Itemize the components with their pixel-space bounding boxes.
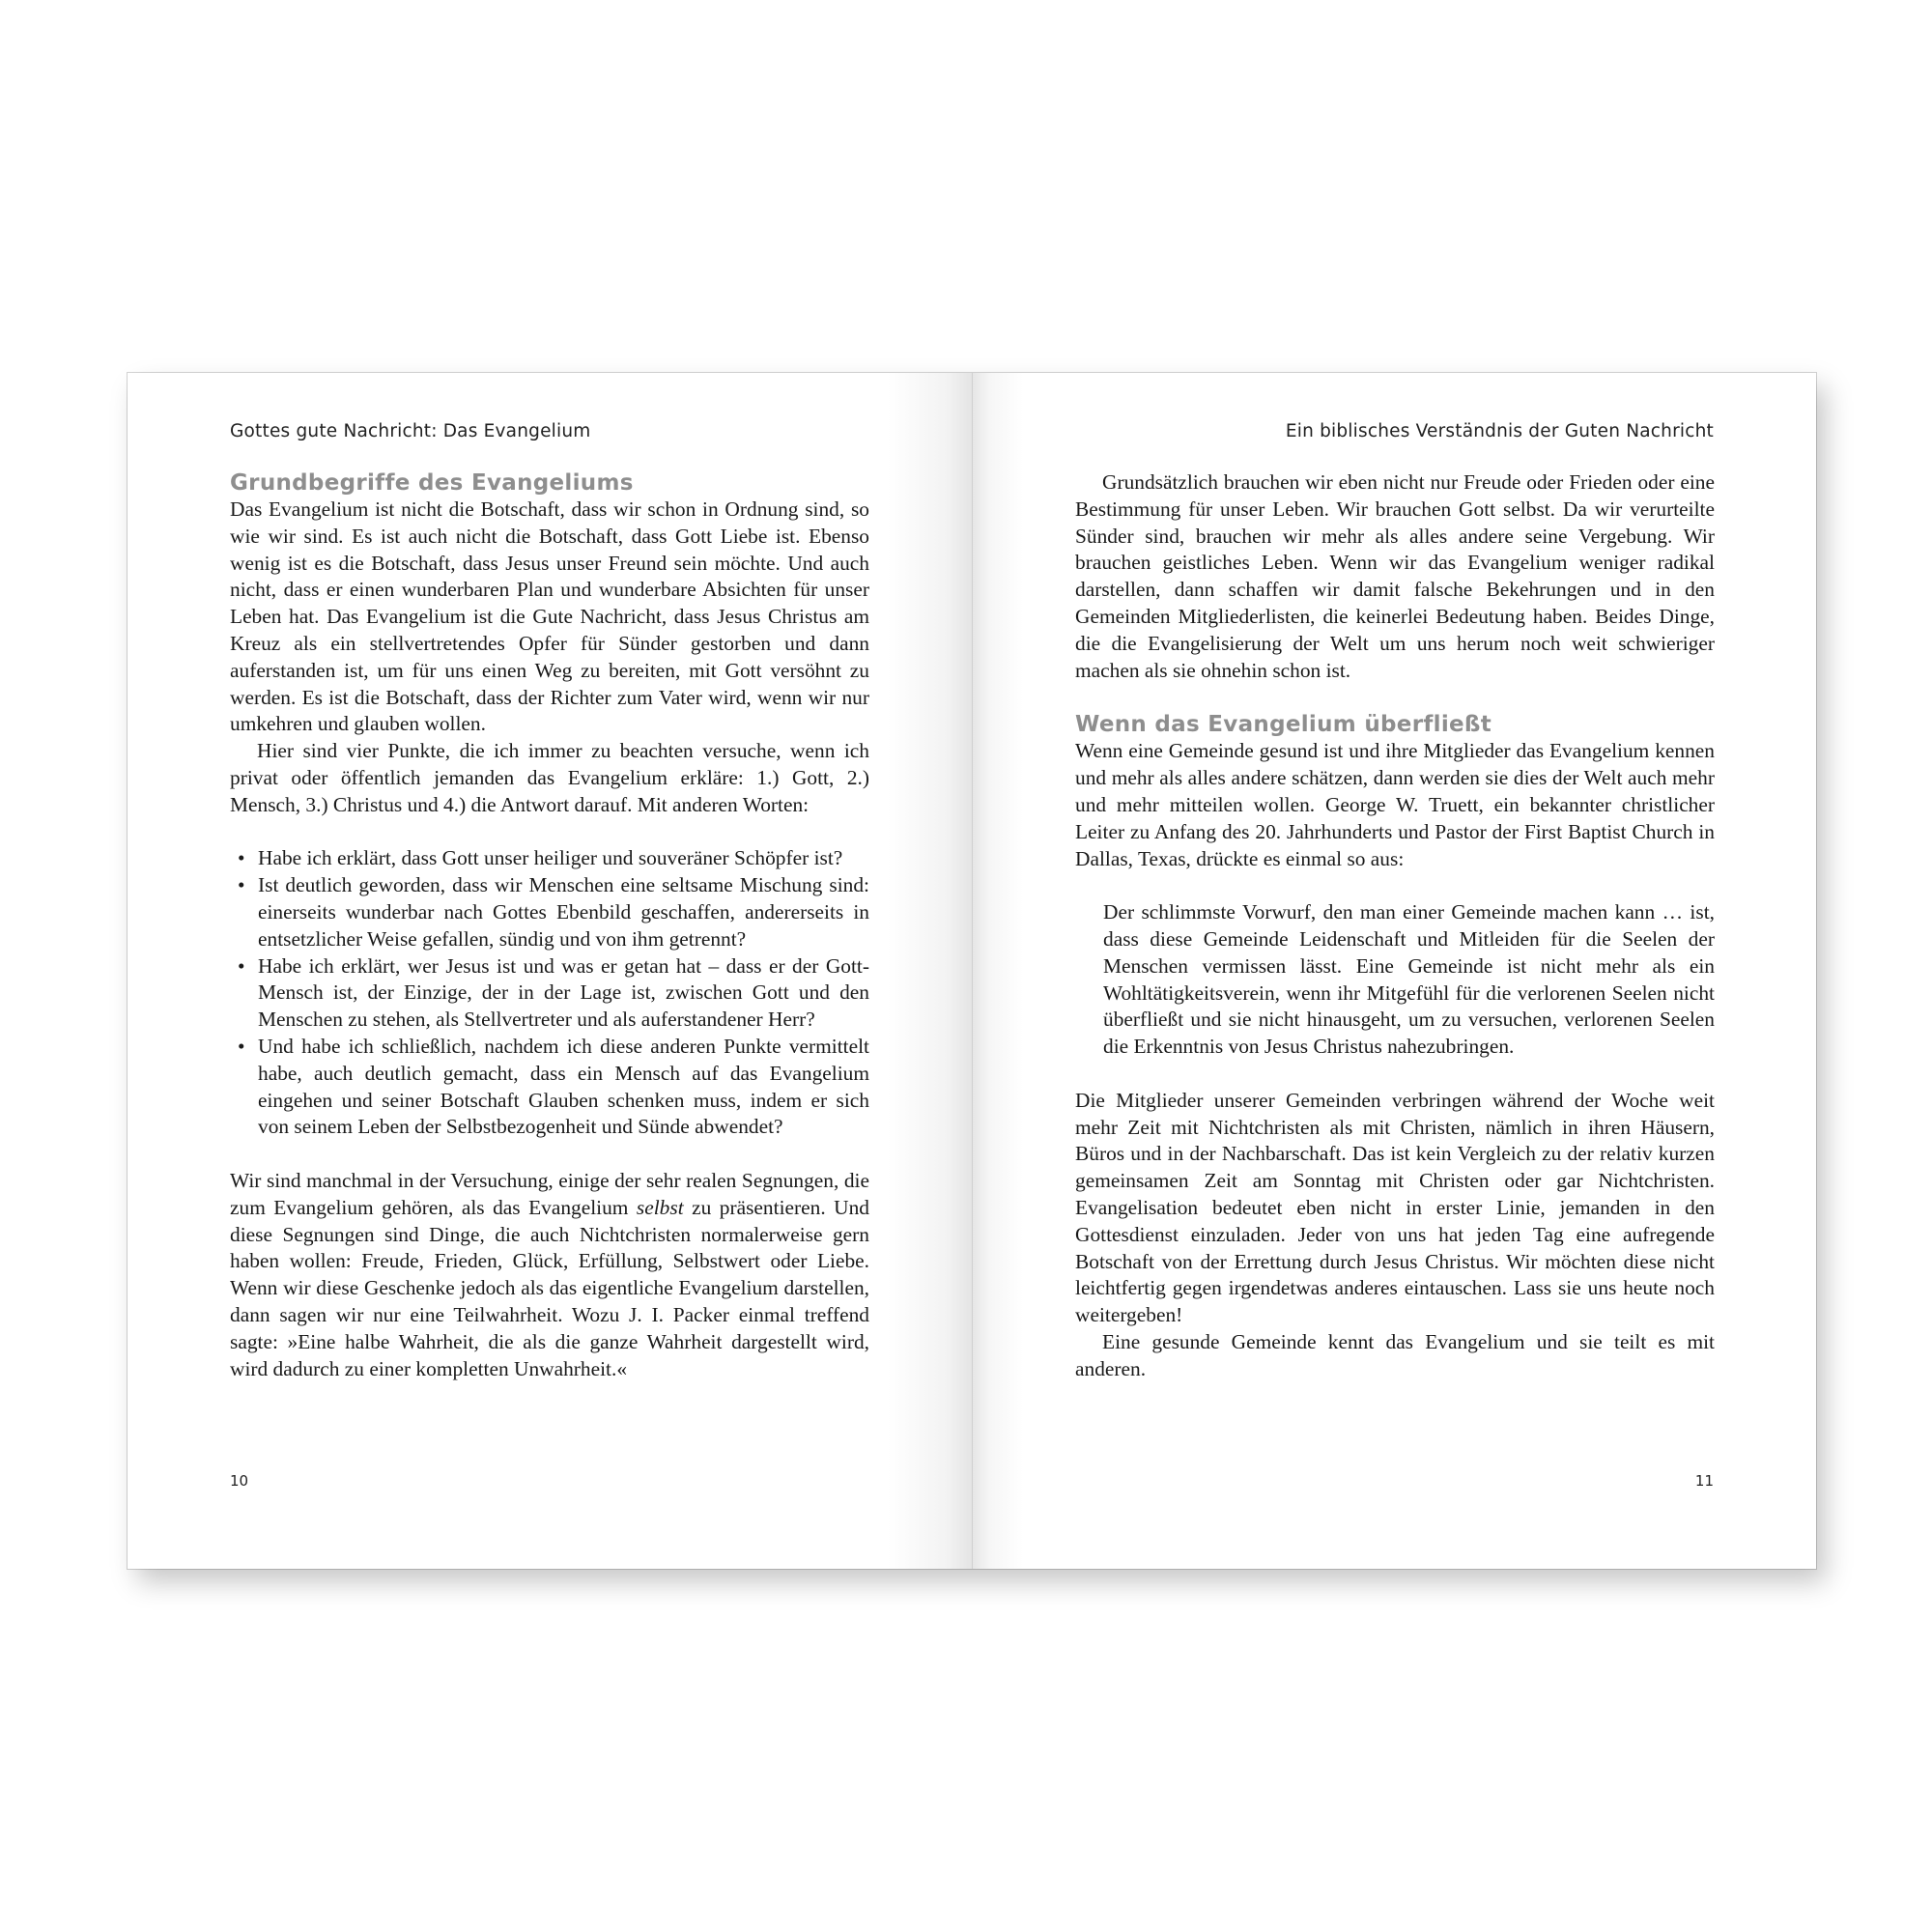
spacer xyxy=(230,819,869,846)
page-number-left: 10 xyxy=(230,1472,249,1490)
right-paragraph-3: Die Mitglieder unserer Gemeinden verbringen während der Woche weit mehr Zeit mit Nichtchristen als mit Christen, nämlich in ihren Häusern, Büros und in der Nachbarschaft. Das ist kein Vergleich zu der relativ kurzen gemeinsamen Zeit am Sonntag mit Christen oder gar Nichtchristen. Evangelisation bedeutet eben nicht in erster Linie, jemanden in den Gottesdienst einzuladen. Jeder von uns hat jeden Tag eine aufregende Botschaft von der Errettung durch Jesus Christus. Wir möchten diese nicht leichtfertig gegen irgendetwas anderes eintauschen. Lass sie uns heute noch weitergeben! xyxy=(1075,1088,1715,1327)
right-page xyxy=(972,373,1816,1569)
bullet-item xyxy=(230,1034,869,1141)
book-spread xyxy=(128,373,1816,1569)
paragraph-text: zu präsentieren. Und diese Segnungen sind Dinge, die auch Nichtchristen normalerweise gern haben wollen: Freude, Frieden, Glück, Erfüllung, Selbstwert oder Liebe. Wenn wir diese Geschenke jedoch als das eigentliche Evangelium darstellen, dann sagen wir nur eine Teilwahrheit. Wozu J. I. Packer einmal treffend sagte: »Eine halbe Wahrheit, die als die ganze Wahrheit dargestellt wird, wird dadurch zu einer kompletten Unwahrheit.« xyxy=(230,1195,869,1380)
bullet-icon: • xyxy=(238,1034,245,1058)
left-page-content xyxy=(230,469,869,1382)
bullet-list xyxy=(230,845,869,1141)
bullet-icon: • xyxy=(238,846,245,870)
spacer xyxy=(1075,872,1715,899)
bullet-item xyxy=(230,953,869,1034)
bullet-text: Habe ich erklärt, dass Gott unser heiliger und souveräner Schöpfer ist? xyxy=(258,846,843,870)
left-paragraph-1: Das Evangelium ist nicht die Botschaft, dass wir schon in Ordnung sind, so wie wir sind. Es ist auch nicht die Botschaft, dass Gott Liebe ist. Ebenso wenig ist es die Botschaft, dass Jesus unser Freund sein möchte. Und auch nicht, dass er einen wunderbaren Plan und wunderbare Absichten für unser Leben hat. Das Evangelium ist die Gute Nachricht, dass Jesus Christus am Kreuz als ein stellvertretendes Opfer für Sünder gestorben und dann auferstanden ist, um für uns einen Weg zu bereiten, mit Gott versöhnt zu werden. Es ist die Botschaft, dass der Richter zum Vater wird, wenn wir nur umkehren und glauben wollen. xyxy=(230,497,869,736)
bullet-icon: • xyxy=(238,873,245,897)
bullet-item xyxy=(230,845,869,872)
bullet-text: Und habe ich schließlich, nachdem ich diese anderen Punkte vermittelt habe, auch deutlich gemacht, dass ein Mensch auf das Evangelium eingehen und seiner Botschaft Glauben schenken muss, indem er sich von seinem Leben der Selbstbezogenheit und Sünde abwendet? xyxy=(258,1034,869,1139)
left-page xyxy=(128,373,972,1569)
emphasis-text: selbst xyxy=(636,1195,684,1219)
block-quote: Der schlimmste Vorwurf, den man einer Gemeinde machen kann … ist, dass diese Gemeinde Leidenschaft und Mitleiden für die Seelen der Menschen vermissen lässt. Eine Gemeinde ist nicht mehr als ein Wohltätigkeitsverein, wenn ihr Mitgefühl für die verlorenen Seelen nicht überfließt und sie nicht hinausgeht, um zu versuchen, verlorenen Seelen die Erkenntnis von Jesus Christus nahezubringen. xyxy=(1103,900,1715,1059)
page-number-right: 11 xyxy=(1694,1472,1714,1490)
section-heading-grundbegriffe: Grundbegriffe des Evangeliums xyxy=(230,470,634,496)
left-paragraph-3 xyxy=(230,1168,869,1382)
right-paragraph-4: Eine gesunde Gemeinde kennt das Evangelium und sie teilt es mit anderen. xyxy=(1075,1329,1715,1380)
section-heading-ueberfliesst: Wenn das Evangelium überfließt xyxy=(1075,712,1492,738)
bullet-text: Habe ich erklärt, wer Jesus ist und was er getan hat – dass er der Gott-Mensch ist, der Einzige, der in der Lage ist, zwischen Gott und den Menschen zu stehen, als Stellvertreter und als auferstandener Herr? xyxy=(258,953,869,1032)
bullet-text: Ist deutlich geworden, dass wir Menschen eine seltsame Mischung sind: einerseits wunderbar nach Gottes Ebenbild geschaffen, andererseits in entsetzlicher Weise gefallen, sündig und von ihm getrennt? xyxy=(258,873,869,951)
spacer xyxy=(230,1141,869,1168)
left-running-head: Gottes gute Nachricht: Das Evangelium xyxy=(230,421,591,441)
paragraph-text: Wir sind manchmal in der Versuchung, einige der sehr realen Segnungen, die zum Evangelium gehören, als das Evangelium xyxy=(230,1168,869,1219)
right-paragraph-2: Wenn eine Gemeinde gesund ist und ihre Mitglieder das Evangelium kennen und mehr als alles andere schätzen, dann werden sie dies der Welt auch mehr und mehr mitteilen wollen. George W. Truett, ein bekannter christlicher Leiter zu Anfang des 20. Jahrhunderts und Pastor der First Baptist Church in Dallas, Texas, drückte es einmal so aus: xyxy=(1075,739,1715,870)
bullet-icon: • xyxy=(238,953,245,978)
left-paragraph-2: Hier sind vier Punkte, die ich immer zu beachten versuche, wenn ich privat oder öffentlich jemanden das Evangelium erkläre: 1.) Gott, 2.) Mensch, 3.) Christus und 4.) die Antwort darauf. Mit anderen Worten: xyxy=(230,739,869,816)
right-running-head: Ein biblisches Verständnis der Guten Nachricht xyxy=(1285,421,1714,441)
right-page-content xyxy=(1075,469,1715,1383)
spacer xyxy=(1075,1061,1715,1088)
right-paragraph-1: Grundsätzlich brauchen wir eben nicht nur Freude oder Frieden oder eine Bestimmung für unser Leben. Wir brauchen Gott selbst. Da wir verurteilte Sünder sind, brauchen wir mehr als alles andere seine Vergebung. Wir brauchen geistliches Leben. Wenn wir das Evangelium weniger radikal darstellen, dann schaffen wir damit falsche Bekehrungen und in den Gemeinden Mitgliederlisten, die keinerlei Bedeutung haben. Beides Dinge, die die Evangelisierung der Welt um uns herum noch weit schwieriger machen als sie ohnehin schon ist. xyxy=(1075,470,1715,682)
bullet-item xyxy=(230,872,869,952)
